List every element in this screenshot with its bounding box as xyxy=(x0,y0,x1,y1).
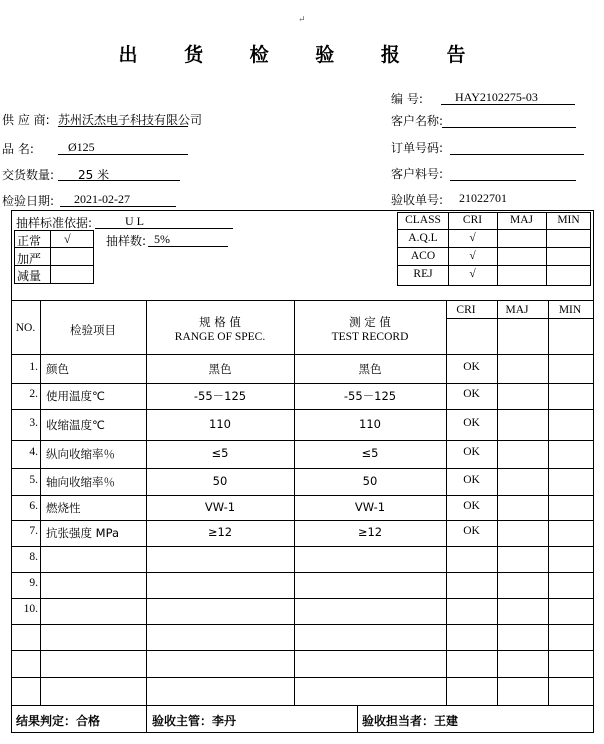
class-header: CLASS xyxy=(405,214,441,226)
number-value: HAY2102275-03 xyxy=(441,90,575,105)
count-value: 5% xyxy=(148,232,228,247)
col-spec-en-header: RANGE OF SPEC. xyxy=(174,331,266,343)
aql-cri: √ xyxy=(469,232,476,244)
row-number: 8. xyxy=(29,551,38,563)
row-divider xyxy=(11,546,594,547)
result-label: 结果判定：合格 xyxy=(16,714,101,728)
product-label: 品 名: xyxy=(2,142,34,156)
aql-label: A.Q.L xyxy=(408,232,438,244)
col-maj-header: MAJ xyxy=(505,304,529,316)
quantity-label: 交货数量: xyxy=(2,168,55,182)
row-divider xyxy=(11,520,594,521)
row-item: 使用温度℃ xyxy=(46,389,105,403)
row-cri: OK xyxy=(463,499,480,512)
standard-label: 抽样标准依据: xyxy=(16,216,93,230)
col-min-header: MIN xyxy=(558,304,582,316)
count-label: 抽样数: xyxy=(106,234,147,248)
row-number: 2. xyxy=(29,388,38,400)
row-item: 燃烧性 xyxy=(46,500,81,515)
row-test: 黑色 xyxy=(358,361,382,376)
row-test: ≥12 xyxy=(357,525,383,539)
row-divider xyxy=(11,650,594,651)
paragraph-mark: ↵ xyxy=(298,14,306,24)
col-test-en-header: TEST RECORD xyxy=(331,331,409,343)
number-label: 编 号: xyxy=(391,92,423,106)
row-divider xyxy=(11,440,594,441)
supervisor-label: 验收主管：李丹 xyxy=(152,714,237,728)
row-number: 7. xyxy=(29,525,38,537)
row-divider xyxy=(11,383,594,384)
row-cri: OK xyxy=(463,446,480,458)
col-item-header: 检验项目 xyxy=(70,323,116,337)
maj-header: MAJ xyxy=(509,214,533,226)
row-divider xyxy=(11,677,594,678)
order-value xyxy=(450,139,584,155)
row-number: 4. xyxy=(29,446,38,458)
row-spec: 50 xyxy=(212,473,228,488)
col-cri-header: CRI xyxy=(456,304,476,316)
row-divider xyxy=(11,598,594,599)
row-cri: OK xyxy=(463,525,480,537)
date-label: 检验日期: xyxy=(2,194,55,208)
row-cri: OK xyxy=(463,473,480,486)
report-frame xyxy=(11,210,594,733)
quantity-value: 25 米 xyxy=(58,166,180,181)
row-divider xyxy=(11,572,594,573)
col-test-cn-header: 测 定 值 xyxy=(349,315,391,329)
customer-label: 客户名称: xyxy=(391,114,444,128)
aco-label: ACO xyxy=(410,250,436,262)
row-spec: ≤5 xyxy=(211,446,229,460)
receipt-value: 21022701 xyxy=(459,191,507,205)
row-number: 3. xyxy=(29,416,38,429)
row-number: 5. xyxy=(29,473,38,486)
order-label: 订单号码: xyxy=(391,141,444,155)
row-test: 110 xyxy=(359,416,381,431)
cri-header: CRI xyxy=(462,214,483,226)
page-title: 出 货 检 验 报 告 xyxy=(118,44,486,66)
row-divider xyxy=(11,409,594,410)
rej-cri: √ xyxy=(469,268,476,280)
min-header: MIN xyxy=(557,214,580,226)
normal-label: 正常 xyxy=(17,234,42,248)
row-divider xyxy=(11,495,594,496)
tightened-label: 加严 xyxy=(17,252,42,266)
row-test: -55－125 xyxy=(343,389,397,403)
inspector-label: 验收担当者：王建 xyxy=(362,714,459,728)
row-cri: OK xyxy=(463,388,480,400)
row-number: 1. xyxy=(29,360,38,373)
row-item: 抗张强度 MPa xyxy=(46,526,120,540)
row-item: 收缩温度℃ xyxy=(46,417,105,432)
row-spec: 黑色 xyxy=(208,361,232,376)
receipt-label: 验收单号: xyxy=(391,193,444,207)
row-item: 颜色 xyxy=(46,361,69,376)
standard-value: U L xyxy=(95,214,233,229)
customer-value xyxy=(442,112,576,128)
row-spec: ≥12 xyxy=(207,525,233,539)
col-spec-cn-header: 规 格 值 xyxy=(199,315,241,329)
row-item: 纵向收缩率％ xyxy=(46,447,115,461)
row-spec: -55－125 xyxy=(193,389,247,403)
row-test: VW-1 xyxy=(354,499,386,514)
rej-label: REJ xyxy=(413,268,433,280)
row-divider xyxy=(11,468,594,469)
part-value xyxy=(450,165,576,181)
date-value: 2021-02-27 xyxy=(60,192,176,207)
product-value: Ø125 xyxy=(58,140,188,155)
supplier-label: 供 应 商: xyxy=(2,113,50,127)
row-cri: OK xyxy=(463,416,480,429)
row-test: ≤5 xyxy=(361,446,379,460)
part-label: 客户料号: xyxy=(391,167,444,181)
row-item: 轴向收缩率％ xyxy=(46,474,115,489)
aco-cri: √ xyxy=(469,250,476,262)
normal-check: √ xyxy=(64,232,71,246)
row-number: 10. xyxy=(23,603,38,615)
row-spec: 110 xyxy=(209,416,231,431)
row-test: 50 xyxy=(362,473,378,488)
row-cri: OK xyxy=(463,360,480,373)
row-number: 9. xyxy=(29,577,38,589)
col-no-header: NO. xyxy=(15,322,36,334)
row-number: 6. xyxy=(29,499,38,512)
supplier-value: 苏州沃杰电子科技有限公司 xyxy=(58,113,203,127)
row-divider xyxy=(11,624,594,625)
reduced-label: 减量 xyxy=(17,269,42,283)
row-spec: VW-1 xyxy=(204,499,236,514)
